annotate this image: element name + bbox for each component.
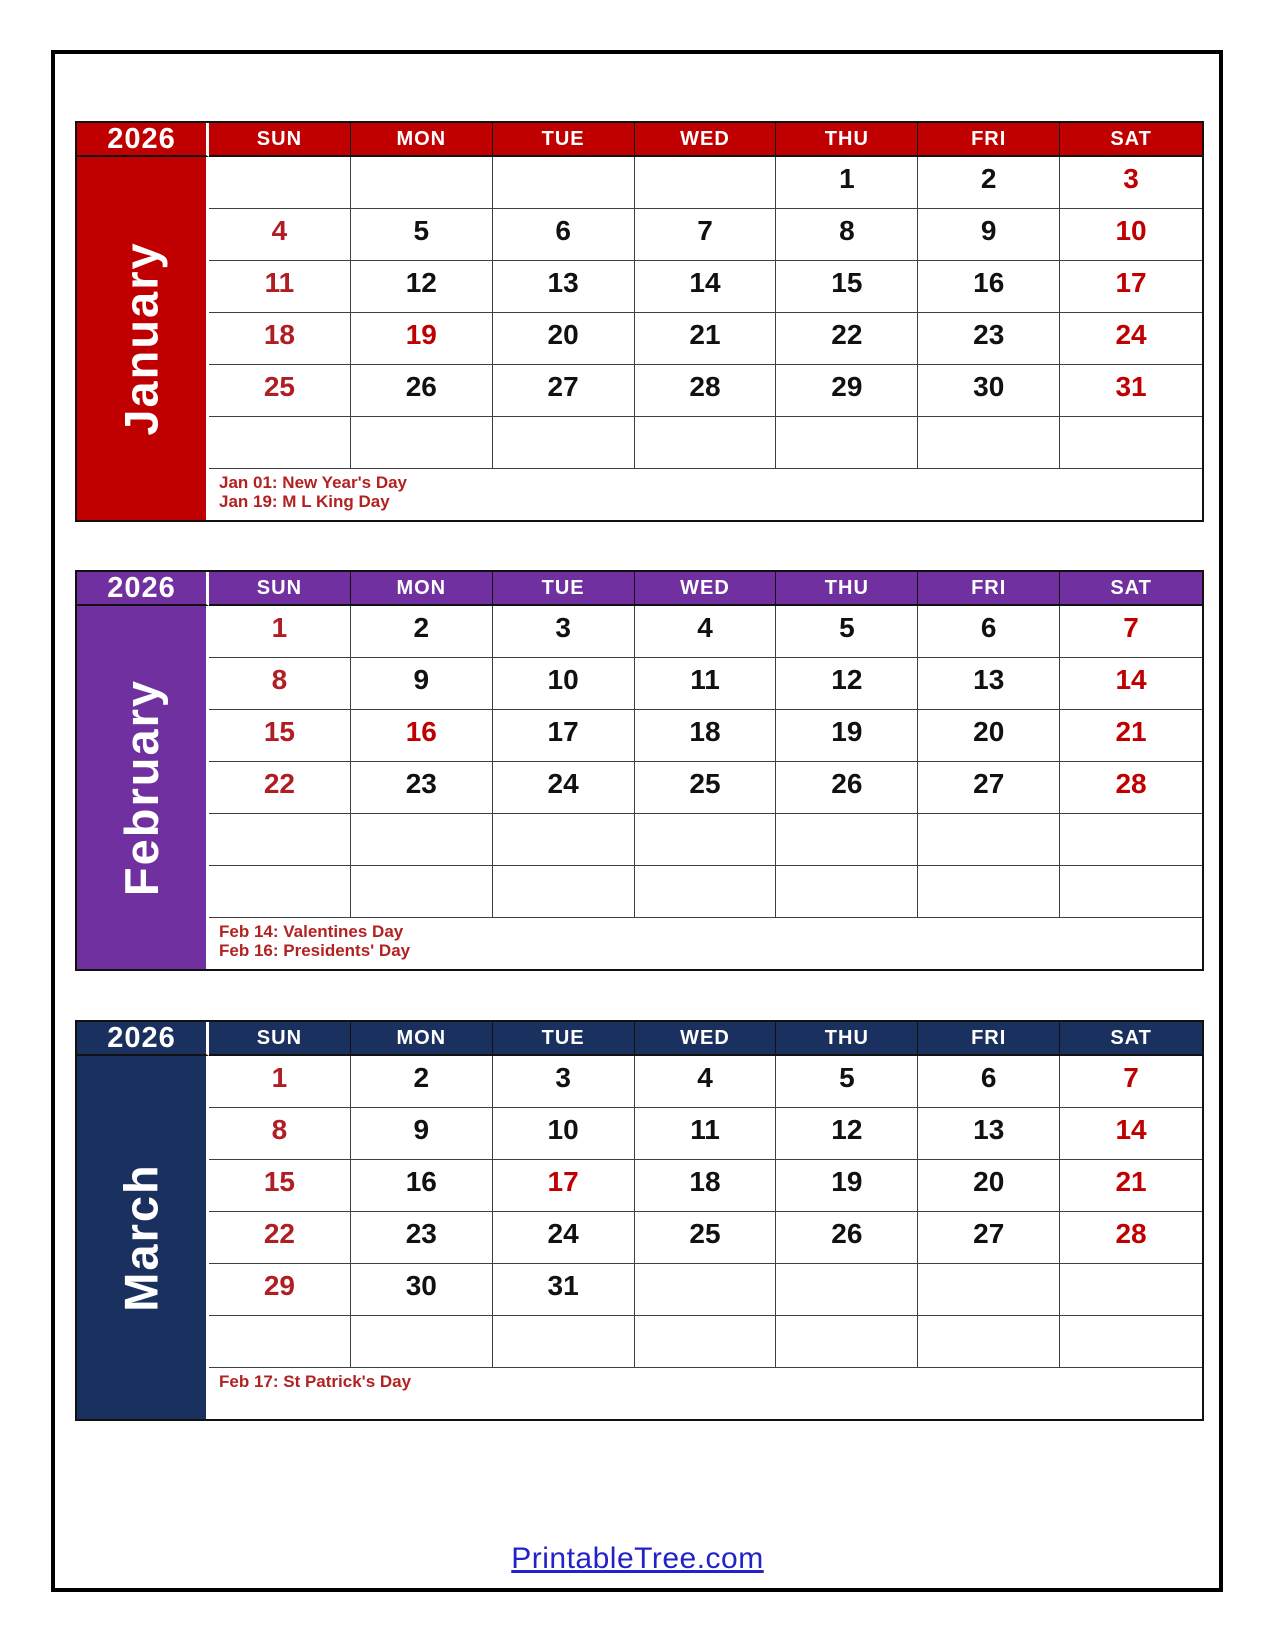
weekday-header-thu: THU xyxy=(776,123,918,157)
month-sidebar xyxy=(77,157,209,520)
date-cell: 21 xyxy=(1060,710,1202,762)
date-cell: 3 xyxy=(1060,157,1202,209)
date-cell: 17 xyxy=(493,1160,635,1212)
month-section-january xyxy=(75,121,1204,522)
date-cell: 31 xyxy=(493,1264,635,1316)
date-cell: 15 xyxy=(209,710,351,762)
date-cell: 13 xyxy=(493,261,635,313)
date-cell: 20 xyxy=(918,1160,1060,1212)
date-cell xyxy=(493,417,635,469)
date-cell: 24 xyxy=(493,762,635,814)
date-cell: 8 xyxy=(209,1108,351,1160)
date-cell xyxy=(776,1264,918,1316)
year-label: 2026 xyxy=(77,123,209,157)
holiday-notes xyxy=(209,918,1202,969)
date-cell: 22 xyxy=(209,1212,351,1264)
date-cell xyxy=(635,417,777,469)
date-cell xyxy=(918,417,1060,469)
date-cell: 27 xyxy=(918,762,1060,814)
weekday-header-sat: SAT xyxy=(1060,123,1202,157)
month-section-march xyxy=(75,1020,1204,1421)
date-cell xyxy=(635,814,777,866)
date-cell: 14 xyxy=(1060,1108,1202,1160)
date-cell: 23 xyxy=(351,1212,493,1264)
holiday-note-line: Jan 01: New Year's Day xyxy=(219,473,408,492)
date-cell xyxy=(635,866,777,918)
date-cell: 26 xyxy=(776,1212,918,1264)
date-cell: 25 xyxy=(209,365,351,417)
date-cell: 6 xyxy=(493,209,635,261)
month-sidebar xyxy=(77,1056,209,1419)
date-cell: 8 xyxy=(776,209,918,261)
date-cell: 10 xyxy=(493,1108,635,1160)
date-cell xyxy=(776,814,918,866)
weekday-header-thu: THU xyxy=(776,572,918,606)
weekday-header-mon: MON xyxy=(351,572,493,606)
date-cell: 4 xyxy=(635,606,777,658)
date-cell: 16 xyxy=(351,1160,493,1212)
date-cell: 6 xyxy=(918,1056,1060,1108)
date-cell: 15 xyxy=(209,1160,351,1212)
date-cell xyxy=(209,866,351,918)
date-cell xyxy=(1060,1264,1202,1316)
date-cell: 25 xyxy=(635,762,777,814)
date-cell xyxy=(351,814,493,866)
date-cell: 4 xyxy=(209,209,351,261)
holiday-notes xyxy=(209,469,1202,520)
month-name-label: February xyxy=(115,678,169,897)
date-cell xyxy=(1060,417,1202,469)
date-cell xyxy=(493,866,635,918)
weekday-header-mon: MON xyxy=(351,123,493,157)
date-cell xyxy=(1060,866,1202,918)
footer-link[interactable]: PrintableTree.com xyxy=(511,1542,764,1575)
weekday-header-mon: MON xyxy=(351,1022,493,1056)
date-cell: 12 xyxy=(776,658,918,710)
date-cell: 2 xyxy=(351,1056,493,1108)
date-cell xyxy=(635,1316,777,1368)
date-cell xyxy=(209,157,351,209)
date-cell: 29 xyxy=(776,365,918,417)
date-cell: 9 xyxy=(351,658,493,710)
weekday-header-fri: FRI xyxy=(918,572,1060,606)
date-cell: 7 xyxy=(635,209,777,261)
weekday-header-fri: FRI xyxy=(918,1022,1060,1056)
date-cell xyxy=(209,814,351,866)
weekday-header-fri: FRI xyxy=(918,123,1060,157)
date-cell xyxy=(351,417,493,469)
date-cell: 20 xyxy=(918,710,1060,762)
date-cell: 14 xyxy=(635,261,777,313)
weekday-header-sat: SAT xyxy=(1060,572,1202,606)
month-name-label: January xyxy=(115,241,168,436)
date-cell: 26 xyxy=(351,365,493,417)
date-cell: 11 xyxy=(635,658,777,710)
date-cell: 14 xyxy=(1060,658,1202,710)
date-cell: 24 xyxy=(493,1212,635,1264)
weekday-header-tue: TUE xyxy=(493,1022,635,1056)
date-cell: 23 xyxy=(918,313,1060,365)
date-cell: 17 xyxy=(493,710,635,762)
holiday-note-line: Feb 14: Valentines Day xyxy=(219,922,404,941)
date-cell: 12 xyxy=(351,261,493,313)
date-cell xyxy=(776,417,918,469)
weekday-header-sun: SUN xyxy=(209,572,351,606)
year-label: 2026 xyxy=(77,572,209,606)
date-cell: 23 xyxy=(351,762,493,814)
date-cell: 31 xyxy=(1060,365,1202,417)
date-cell: 26 xyxy=(776,762,918,814)
date-cell: 11 xyxy=(635,1108,777,1160)
weekday-header-sun: SUN xyxy=(209,123,351,157)
date-cell: 5 xyxy=(776,1056,918,1108)
date-cell: 11 xyxy=(209,261,351,313)
date-cell: 5 xyxy=(351,209,493,261)
date-cell xyxy=(776,1316,918,1368)
holiday-note-line: Jan 19: M L King Day xyxy=(219,492,390,511)
date-cell xyxy=(493,1316,635,1368)
date-cell: 13 xyxy=(918,1108,1060,1160)
holiday-note-line: Feb 17: St Patrick's Day xyxy=(219,1372,412,1391)
date-cell: 17 xyxy=(1060,261,1202,313)
date-cell: 3 xyxy=(493,1056,635,1108)
date-cell xyxy=(1060,1316,1202,1368)
date-cell xyxy=(635,1264,777,1316)
date-cell: 30 xyxy=(918,365,1060,417)
weekday-header-tue: TUE xyxy=(493,572,635,606)
weekday-header-thu: THU xyxy=(776,1022,918,1056)
holiday-note-line: Feb 16: Presidents' Day xyxy=(219,941,411,960)
date-cell: 5 xyxy=(776,606,918,658)
date-cell: 7 xyxy=(1060,606,1202,658)
date-cell: 28 xyxy=(1060,762,1202,814)
date-cell: 13 xyxy=(918,658,1060,710)
date-cell: 6 xyxy=(918,606,1060,658)
date-cell xyxy=(918,1264,1060,1316)
date-cell: 10 xyxy=(493,658,635,710)
date-cell: 22 xyxy=(209,762,351,814)
date-cell: 19 xyxy=(776,710,918,762)
date-cell: 3 xyxy=(493,606,635,658)
date-cell: 21 xyxy=(1060,1160,1202,1212)
date-cell: 1 xyxy=(209,1056,351,1108)
date-cell: 9 xyxy=(351,1108,493,1160)
date-cell: 29 xyxy=(209,1264,351,1316)
weekday-header-wed: WED xyxy=(635,123,777,157)
date-cell: 4 xyxy=(635,1056,777,1108)
date-cell xyxy=(918,1316,1060,1368)
date-cell: 27 xyxy=(493,365,635,417)
date-cell xyxy=(918,814,1060,866)
date-cell: 20 xyxy=(493,313,635,365)
date-cell xyxy=(209,417,351,469)
date-cell: 2 xyxy=(918,157,1060,209)
weekday-header-wed: WED xyxy=(635,1022,777,1056)
date-cell: 22 xyxy=(776,313,918,365)
weekday-header-tue: TUE xyxy=(493,123,635,157)
date-cell xyxy=(1060,814,1202,866)
date-cell: 30 xyxy=(351,1264,493,1316)
date-cell: 9 xyxy=(918,209,1060,261)
date-cell: 16 xyxy=(351,710,493,762)
date-cell: 1 xyxy=(776,157,918,209)
footer xyxy=(0,1542,1275,1576)
holiday-notes xyxy=(209,1368,1202,1419)
date-cell: 19 xyxy=(351,313,493,365)
date-cell: 27 xyxy=(918,1212,1060,1264)
date-cell xyxy=(493,157,635,209)
date-cell: 1 xyxy=(209,606,351,658)
month-section-february xyxy=(75,570,1204,971)
date-cell xyxy=(918,866,1060,918)
month-sidebar xyxy=(77,606,209,969)
date-cell: 16 xyxy=(918,261,1060,313)
date-cell: 7 xyxy=(1060,1056,1202,1108)
date-cell xyxy=(776,866,918,918)
date-cell xyxy=(209,1316,351,1368)
year-label: 2026 xyxy=(77,1022,209,1056)
date-cell xyxy=(493,814,635,866)
date-cell xyxy=(351,1316,493,1368)
month-name-label: March xyxy=(115,1163,168,1312)
date-cell: 12 xyxy=(776,1108,918,1160)
date-cell xyxy=(635,157,777,209)
date-cell: 10 xyxy=(1060,209,1202,261)
date-cell: 2 xyxy=(351,606,493,658)
date-cell: 18 xyxy=(635,710,777,762)
date-cell: 24 xyxy=(1060,313,1202,365)
date-cell: 15 xyxy=(776,261,918,313)
date-cell: 18 xyxy=(209,313,351,365)
date-cell xyxy=(351,866,493,918)
date-cell: 28 xyxy=(1060,1212,1202,1264)
date-cell: 28 xyxy=(635,365,777,417)
weekday-header-sun: SUN xyxy=(209,1022,351,1056)
date-cell xyxy=(351,157,493,209)
date-cell: 21 xyxy=(635,313,777,365)
date-cell: 8 xyxy=(209,658,351,710)
date-cell: 18 xyxy=(635,1160,777,1212)
weekday-header-sat: SAT xyxy=(1060,1022,1202,1056)
weekday-header-wed: WED xyxy=(635,572,777,606)
date-cell: 25 xyxy=(635,1212,777,1264)
date-cell: 19 xyxy=(776,1160,918,1212)
